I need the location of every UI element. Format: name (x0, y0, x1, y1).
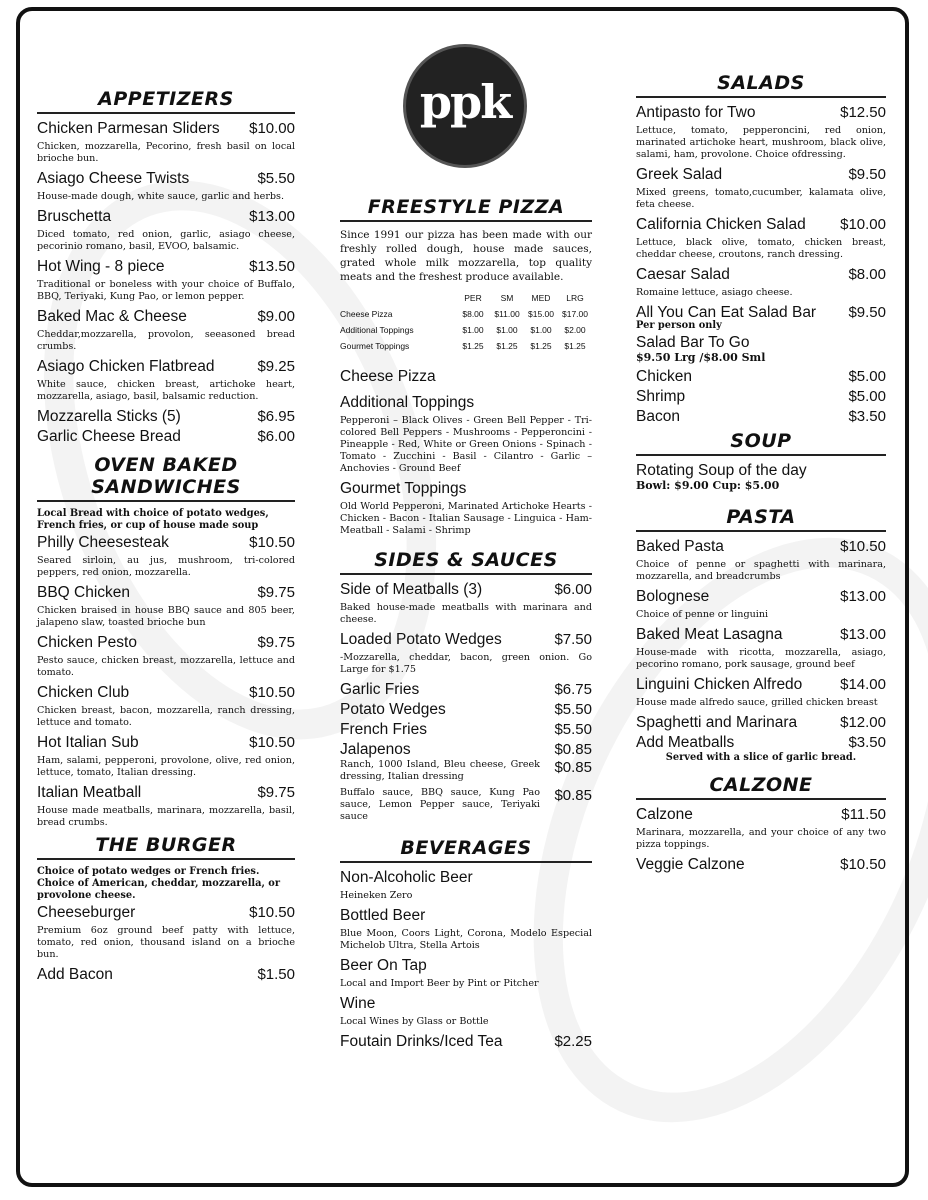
divider (37, 112, 295, 114)
menu-item (37, 208, 295, 226)
pasta-note: Served with a slice of garlic bread. (665, 752, 857, 763)
row-price: $1.25 (530, 341, 552, 351)
item-description: Choice of penne or spaghetti with marinara, mozzarella, and breadcrumbs (636, 559, 886, 582)
item-description: Premium 6oz ground beef patty with lettuce, tomato, red onion, thousand island on a brioche bun. (37, 925, 295, 960)
item-name: Baked Mac & Cheese (37, 308, 187, 325)
menu-item (636, 856, 886, 874)
item-description: Choice of penne or linguini (636, 609, 769, 620)
item-price: $10.50 (249, 684, 295, 701)
menu-item (636, 166, 886, 184)
item-description: Chicken breast, bacon, mozzarella, ranch dressing, lettuce and tomato. (37, 705, 295, 728)
size-label: SM (500, 293, 514, 303)
sides-heading: SIDES & SAUCES (374, 549, 558, 571)
burger-note: Choice of potato wedges or French fries. Choice of American, cheddar, mozzarella, or provolone cheese. (37, 866, 281, 901)
item-price: $9.50 (848, 166, 886, 183)
item-price: $13.00 (249, 208, 295, 225)
item-description: Ham, salami, pepperoni, provolone, olive, red onion, lettuce, tomato, Italian dressing. (37, 755, 295, 778)
item-name: Non-Alcoholic Beer (340, 869, 473, 886)
menu-item (636, 368, 886, 386)
left-column (37, 88, 295, 984)
item-name: Rotating Soup of the day (636, 462, 807, 479)
ppk-logo (403, 44, 527, 168)
menu-item (37, 358, 295, 376)
item-price: $7.50 (554, 631, 592, 648)
sauce-row (340, 787, 592, 823)
item-description: Chicken braised in house BBQ sauce and 805 beer, jalapeno slaw, toasted brioche bun (37, 605, 295, 628)
item-price: $10.00 (840, 216, 886, 233)
item-price: $13.00 (840, 626, 886, 643)
item-name: Asiago Cheese Twists (37, 170, 190, 187)
item-description: -Mozzarella, cheddar, bacon, green onion. Go Large for $1.75 (340, 652, 592, 675)
item-name: Hot Italian Sub (37, 734, 139, 751)
pizza-price-row (340, 306, 592, 322)
menu-item (636, 676, 886, 694)
item-description: Heineken Zero (340, 890, 413, 901)
item-price: $6.00 (257, 428, 295, 445)
menu-item (340, 681, 592, 699)
menu-item (636, 538, 886, 556)
salads-heading: SALADS (717, 72, 805, 94)
item-description: Marinara, mozzarella, and your choice of any two pizza toppings. (636, 827, 886, 850)
item-name: Garlic Fries (340, 681, 420, 698)
item-name: Greek Salad (636, 166, 723, 183)
item-name: Linguini Chicken Alfredo (636, 676, 803, 693)
sauce-desc: Buffalo sauce, BBQ sauce, Kung Pao sauce, Lemon Pepper sauce, Teriyaki sauce (340, 787, 540, 822)
item-description: Mixed greens, tomato,cucumber, kalamata olive, feta cheese. (636, 187, 886, 210)
row-price: $1.00 (530, 325, 552, 335)
item-price: $9.00 (257, 308, 295, 325)
item-price: $5.50 (257, 170, 295, 187)
item-name: Potato Wedges (340, 701, 446, 718)
item-name: Bacon (636, 408, 680, 425)
menu-item (636, 216, 886, 234)
item-description: Local and Import Beer by Pint or Pitcher (340, 978, 539, 989)
row-label: Gourmet Toppings (340, 341, 410, 351)
item-price: $10.50 (249, 904, 295, 921)
item-price: $5.50 (554, 721, 592, 738)
item-price: $3.50 (848, 408, 886, 425)
item-name: Philly Cheesesteak (37, 534, 169, 551)
pasta-heading: PASTA (726, 506, 796, 528)
menu-item (340, 631, 592, 649)
sauce-price: $0.85 (554, 787, 592, 804)
soup-price: Bowl: $9.00 Cup: $5.00 (636, 479, 780, 492)
menu-item (636, 104, 886, 122)
item-description: Lettuce, black olive, tomato, chicken breast, cheddar cheese, croutons, ranch dressing. (636, 237, 886, 260)
item-name: Baked Pasta (636, 538, 724, 555)
salads-list (636, 104, 886, 322)
item-description: Blue Moon, Coors Light, Corona, Modelo Especial Michelob Ultra, Stella Artois (340, 928, 592, 951)
row-price: $15.00 (528, 309, 554, 319)
item-price: $6.00 (554, 581, 592, 598)
menu-item (37, 784, 295, 802)
menu-item (37, 408, 295, 426)
appetizers-list (37, 120, 295, 446)
sandwiches-heading: OVEN BAKED SANDWICHES (91, 454, 241, 498)
item-price: $6.75 (554, 681, 592, 698)
menu-item (636, 734, 886, 752)
sauce-desc: Ranch, 1000 Island, Bleu cheese, Greek dressing, Italian dressing (340, 759, 540, 782)
menu-item (37, 966, 295, 984)
menu-item (37, 428, 295, 446)
item-name: Cheeseburger (37, 904, 136, 921)
appetizers-heading: APPETIZERS (98, 88, 234, 110)
item-name: Side of Meatballs (3) (340, 581, 483, 598)
gourmet-toppings-title (340, 480, 592, 498)
menu-item (636, 806, 886, 824)
divider (340, 220, 592, 222)
menu-item (340, 721, 592, 739)
item-name: Chicken (636, 368, 692, 385)
item-price: $8.00 (848, 266, 886, 283)
menu-item (340, 1033, 592, 1051)
menu-item (340, 741, 592, 759)
item-price: $10.50 (249, 534, 295, 551)
salad-addons (636, 368, 886, 426)
soup-item (636, 462, 886, 480)
sauce-row (340, 759, 592, 783)
item-name: Veggie Calzone (636, 856, 745, 873)
item-name: Mozzarella Sticks (5) (37, 408, 181, 425)
item-name: Salad Bar To Go (636, 334, 750, 351)
item-price: $0.85 (554, 741, 592, 758)
menu-item (636, 588, 886, 606)
additional-toppings-title (340, 394, 592, 412)
menu-item (636, 408, 886, 426)
menu-item (636, 388, 886, 406)
item-description: Pesto sauce, chicken breast, mozzarella, lettuce and tomato. (37, 655, 295, 678)
item-name: Additional Toppings (340, 394, 475, 411)
item-name: Foutain Drinks/Iced Tea (340, 1033, 503, 1050)
row-price: $1.00 (496, 325, 518, 335)
item-description: Lettuce, tomato, pepperoncini, red onion, marinated artichoke heart, mushroom, black olive, salami, ham, provolone. Choice ofdressing. (636, 125, 886, 160)
soup-heading: SOUP (730, 430, 792, 452)
item-description: Baked house-made meatballs with marinara and cheese. (340, 602, 592, 625)
burger-heading: THE BURGER (95, 834, 237, 856)
gourmet-toppings-desc: Old World Pepperoni, Marinated Artichoke Hearts - Chicken - Bacon - Italian Sausage - Linguica - Ham- Meatball - Salami - Shrimp (340, 501, 592, 536)
logo-text: ppk (419, 75, 511, 129)
item-price: $5.50 (554, 701, 592, 718)
item-price: $9.50 (848, 304, 886, 321)
pizza-heading: FREESTYLE PIZZA (367, 196, 565, 218)
divider (636, 530, 886, 532)
item-price: $9.75 (257, 784, 295, 801)
item-name: Beer On Tap (340, 957, 427, 974)
item-price: $9.75 (257, 584, 295, 601)
menu-item (37, 904, 295, 922)
item-name: Calzone (636, 806, 693, 823)
burger-list (37, 904, 295, 984)
item-name: Baked Meat Lasagna (636, 626, 783, 643)
item-price: $12.00 (840, 714, 886, 731)
item-description: House-made with ricotta, mozzarella, asiago, pecorino romano, pork sausage, ground beef (636, 647, 886, 670)
item-description: House made alfredo sauce, grilled chicken breast (636, 697, 878, 708)
size-label: PER (464, 293, 482, 303)
row-price: $1.25 (496, 341, 518, 351)
item-price: $3.50 (848, 734, 886, 751)
sauce-price: $0.85 (554, 759, 592, 776)
divider (636, 454, 886, 456)
row-price: $1.25 (564, 341, 586, 351)
divider (636, 798, 886, 800)
item-name: Add Meatballs (636, 734, 735, 751)
item-name: Cheese Pizza (340, 368, 436, 385)
sandwiches-list (37, 534, 295, 829)
menu-item (340, 995, 592, 1013)
row-label: Cheese Pizza (340, 309, 393, 319)
item-price: $9.25 (257, 358, 295, 375)
menu-item (37, 534, 295, 552)
item-name: Shrimp (636, 388, 686, 405)
menu-item (37, 170, 295, 188)
item-price: $6.95 (257, 408, 295, 425)
item-name: Hot Wing - 8 piece (37, 258, 165, 275)
item-price: $12.50 (840, 104, 886, 121)
menu-item (340, 957, 592, 975)
item-description: Traditional or boneless with your choice of Buffalo, BBQ, Teriyaki, Kung Pao, or lemon pepper. (37, 279, 295, 302)
sides-list (340, 581, 592, 759)
item-description: Cheddar,mozzarella, provolon, seeasoned bread crumbs. (37, 329, 295, 352)
beverages-heading: BEVERAGES (400, 837, 532, 859)
pizza-price-table (340, 290, 592, 354)
item-name: All You Can Eat Salad Bar (636, 304, 817, 321)
menu-item (37, 634, 295, 652)
sandwiches-note: Local Bread with choice of potato wedges, French fries, or cup of house made soup (37, 508, 269, 531)
item-price: $10.00 (249, 120, 295, 137)
item-name: Spaghetti and Marinara (636, 714, 798, 731)
item-name: Loaded Potato Wedges (340, 631, 502, 648)
item-name: Jalapenos (340, 741, 411, 758)
menu-item (37, 258, 295, 276)
calzone-list (636, 806, 886, 874)
item-name: French Fries (340, 721, 427, 738)
divider (340, 861, 592, 863)
cheese-pizza-title (340, 368, 592, 386)
item-name: Chicken Club (37, 684, 130, 701)
additional-toppings-desc: Pepperoni – Black Olives - Green Bell Pepper - Tri-colored Bell Peppers - Mushrooms - Pepperoncini - Pineapple - Red, White or Green Onions - Spinach - Tomato - Zucchini - Basil - Cilantro - Garlic – Anchovies - Ground Beef (340, 415, 592, 474)
calzone-heading: CALZONE (709, 774, 813, 796)
menu-item (636, 266, 886, 284)
row-price: $1.00 (462, 325, 484, 335)
item-name: Asiago Chicken Flatbread (37, 358, 215, 375)
divider (37, 858, 295, 860)
item-name: Bottled Beer (340, 907, 426, 924)
menu-item (37, 120, 295, 138)
menu-item (37, 734, 295, 752)
item-name: Italian Meatball (37, 784, 142, 801)
item-name: Bruschetta (37, 208, 112, 225)
item-price: $10.50 (840, 538, 886, 555)
item-name: Garlic Cheese Bread (37, 428, 181, 445)
pizza-price-row (340, 338, 592, 354)
menu-item (340, 907, 592, 925)
salad-bar-to-go (636, 334, 886, 352)
beverages-list (340, 869, 592, 1051)
item-price: $10.50 (840, 856, 886, 873)
divider (340, 573, 592, 575)
pizza-size-row (340, 290, 592, 306)
item-description: White sauce, chicken breast, artichoke heart, mozzarella, asiago, basil, balsamic reduction. (37, 379, 295, 402)
row-label: Additional Toppings (340, 325, 414, 335)
row-price: $17.00 (562, 309, 588, 319)
divider (636, 96, 886, 98)
item-name: Gourmet Toppings (340, 480, 467, 497)
item-price: $9.75 (257, 634, 295, 651)
item-price: $10.50 (249, 734, 295, 751)
item-name: Bolognese (636, 588, 710, 605)
item-description: Romaine lettuce, asiago cheese. (636, 287, 793, 298)
item-description: House-made dough, white sauce, garlic and herbs. (37, 191, 285, 202)
menu-item (37, 684, 295, 702)
item-description: House made meatballs, marinara, mozzarella, basil, bread crumbs. (37, 805, 295, 828)
menu-item (340, 701, 592, 719)
row-price: $2.00 (564, 325, 586, 335)
item-price: $5.00 (848, 388, 886, 405)
item-name: BBQ Chicken (37, 584, 131, 601)
item-description: Seared sirloin, au jus, mushroom, tri-colored peppers, red onion, mozzarella. (37, 555, 295, 578)
item-name: Chicken Parmesan Sliders (37, 120, 220, 137)
item-price: $1.50 (257, 966, 295, 983)
salad-bar-to-go-price: $9.50 Lrg /$8.00 Sml (636, 351, 766, 364)
menu-item (340, 869, 592, 887)
item-description: Local Wines by Glass or Bottle (340, 1016, 489, 1027)
item-name: Wine (340, 995, 376, 1012)
menu-item (636, 714, 886, 732)
pizza-intro: Since 1991 our pizza has been made with our freshly rolled dough, house made sauces, grated whole milk mozzarella, top quality meats and the freshest produce available. (340, 229, 592, 283)
item-price: $5.00 (848, 368, 886, 385)
item-name: Chicken Pesto (37, 634, 137, 651)
pizza-price-row (340, 322, 592, 338)
right-column (636, 72, 886, 874)
item-name: Caesar Salad (636, 266, 730, 283)
divider (37, 500, 295, 502)
salad-bar-note: Per person only (636, 320, 722, 331)
menu-item (37, 308, 295, 326)
row-price: $11.00 (494, 309, 520, 319)
middle-column (340, 196, 592, 1051)
item-price: $13.00 (840, 588, 886, 605)
menu-item (37, 584, 295, 602)
item-name: Add Bacon (37, 966, 113, 983)
item-description: Diced tomato, red onion, garlic, asiago cheese, pecorinio romano, basil, EVOO, balsamic. (37, 229, 295, 252)
item-price: $14.00 (840, 676, 886, 693)
row-price: $8.00 (462, 309, 484, 319)
size-label: LRG (566, 293, 584, 303)
item-price: $2.25 (554, 1033, 592, 1050)
item-description: Chicken, mozzarella, Pecorino, fresh basil on local brioche bun. (37, 141, 295, 164)
pasta-list (636, 538, 886, 752)
size-label: MED (531, 293, 551, 303)
row-price: $1.25 (462, 341, 484, 351)
menu-item (636, 626, 886, 644)
item-price: $11.50 (841, 806, 886, 823)
item-name: Antipasto for Two (636, 104, 756, 121)
item-name: California Chicken Salad (636, 216, 806, 233)
menu-item (340, 581, 592, 599)
item-price: $13.50 (249, 258, 295, 275)
